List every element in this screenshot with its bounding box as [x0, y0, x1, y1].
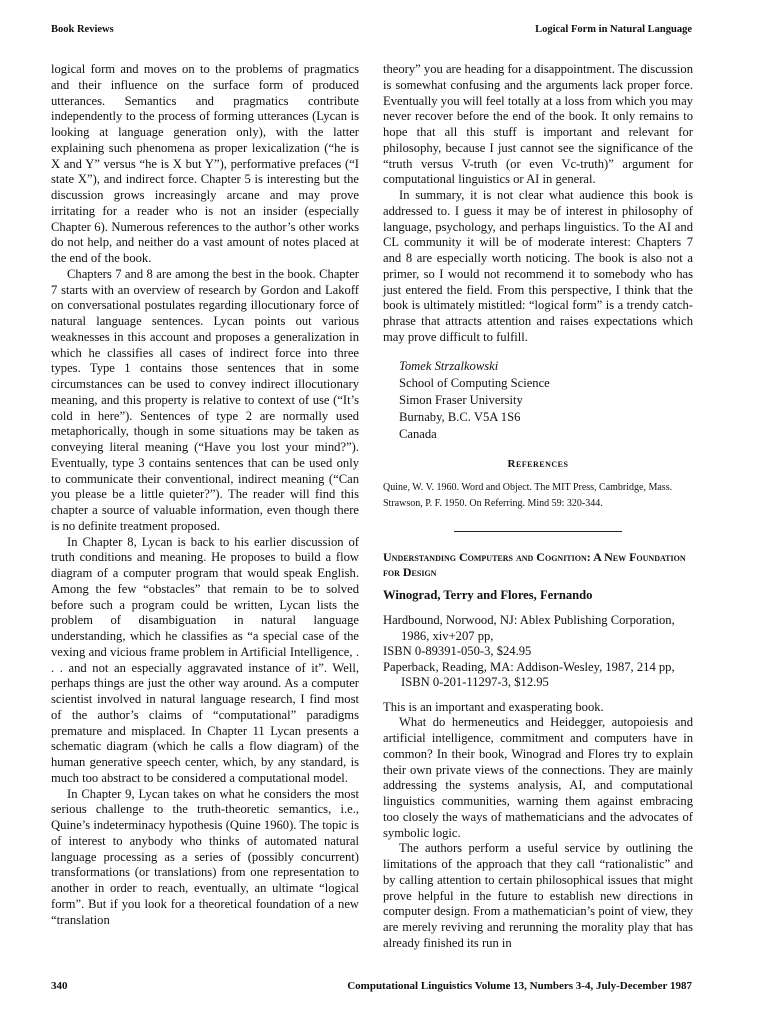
paragraph: What do hermeneutics and Heidegger, autopoiesis and artificial intelligence, commitment and computers have in common? In their book, Winograd and Flores try to explain their own private views of the connections. They are mainly addressing the systems analysis, AI, and computational linguistics communities, warning them against embracing too closely the ways of mathematicians and the advocates of symbolic logic. [383, 715, 693, 840]
reviewer-department: School of Computing Science [399, 375, 550, 390]
paragraph: logical form and moves on to the problems of pragmatics and their influence on the surface form of produced utterances. Semantics and pragmatics contribute independently to the process of forming utterances (Lycan is looking at language generation only), with the latter explaining such phenomena as proper lexicalization (“he is X and Y” versus “he is X but Y”), performative prefaces (“I state X”), and indirect force. Chapter 5 is interesting but the discussion grows increasingly arcane and may prove irritating for a reader who is not an insider (especially Chapter 6). Numerous references to the author’s other works do not help, and neither do a vast amount of notes placed at the end of the book. [51, 62, 359, 265]
right-column [383, 62, 693, 952]
reviewer-signature [399, 358, 693, 443]
reviewer-name: Tomek Strzalkowski [399, 358, 499, 373]
references-heading: References [507, 457, 569, 470]
paragraph: Chapters 7 and 8 are among the best in the book. Chapter 7 starts with an overview of research by Gordon and Lakoff on conversational postulates regarding illocutionary force of natural language sentences. Lycan points out various weaknesses in this account and proposes a generalization in which he classifies all cases of indirect force into three types. Type 1 contains those sentences that in some circumstances can be used to convey indirect illocutionary meaning, and this property is relative to context of use (“It’s cold in here”). Sentences of type 2 are normally used metaphorically, though in some situations may be taken as conveying literal meaning (“Have you lost your mind?”). Eventually, type 3 contains sentences that can be used only to communicate their conventional, indirect meaning (“Can you please be a little quieter?”). The reader will find this chapter a source of valuable information, even though there is no definite treatment proposed. [51, 266, 359, 533]
paragraph: In summary, it is not clear what audience this book is addressed to. I guess it may be of interest in philosophy of language, psychology, and perhaps linguistics. To the AI and CL community it will be of moderate interest: Chapters 7 and 8 are especially worth noticing. The book is also not a primer, so I would not recommend it to somebody who has just entered the field. From this perspective, I think that the book is ultimately mistitled: “logical form” is a trendy catch-phrase that attracts attention and raises expectations which may prove difficult to fulfill. [383, 188, 693, 344]
reference-entry: Quine, W. V. 1960. Word and Object. The MIT Press, Cambridge, Mass. [383, 482, 673, 494]
page-number: 340 [51, 980, 68, 992]
paragraph: This is an important and exasperating book. [383, 699, 604, 714]
publication-details [383, 613, 693, 691]
publication-line: Hardbound, Norwood, NJ: Ablex Publishing Corporation, 1986, xiv+207 pp, [383, 613, 675, 643]
paragraph: theory” you are heading for a disappointment. The discussion is somewhat confusing and the arguments lack proper force. Eventually you will feel totally at a loss from which you may never recover before the end of the book. It only remains to hope that all this stuff is important and relevant for philosophy, because I just cannot see the significance of the “truth versus V-truth (or even Vc-truth)” argument for computational linguistics or AI in general. [383, 62, 693, 187]
running-header-left: Book Reviews [51, 24, 114, 35]
paragraph: In Chapter 9, Lycan takes on what he considers the most serious challenge to the truth-theoretic semantics, i.e., Quine’s indeterminacy hypothesis (Quine 1960). The topic is of interest to anybody who thinks of automated natural language processing as a series of (possibly concurrent) transformations (or translations) from one representation to another in order to reach, eventually, an ultimate “logical form”. But if you look for a theoretical foundation of a new “translation [51, 786, 359, 927]
running-header-right: Logical Form in Natural Language [535, 24, 692, 35]
publication-line: ISBN 0-89391-050-3, $24.95 [383, 644, 532, 658]
book-authors: Winograd, Terry and Flores, Fernando [383, 588, 593, 603]
reference-entry: Strawson, P. F. 1950. On Referring. Mind 59: 320-344. [383, 498, 603, 510]
reviewer-university: Simon Fraser University [399, 392, 523, 407]
book-title: Understanding Computers and Cognition: A New Foundation for Design [383, 550, 686, 580]
section-divider [454, 531, 622, 532]
reviewer-country: Canada [399, 426, 437, 441]
reviewer-address: Burnaby, B.C. V5A 1S6 [399, 409, 521, 424]
journal-footer: Computational Linguistics Volume 13, Numbers 3-4, July-December 1987 [347, 980, 692, 992]
publication-line: Paperback, Reading, MA: Addison-Wesley, 1987, 214 pp, ISBN 0-201-11297-3, $12.95 [383, 659, 675, 689]
paragraph: In Chapter 8, Lycan is back to his earlier discussion of truth conditions and meaning. He proposes to build a flow diagram of a computer program that would speak English. Among the few “obstacles” that remain to be to solved before such a program could be written, Lycan lists the problem of disambiguation in natural language understanding, which he classifies as “a special case of the vexing and vicious frame problem in Artificial Intelligence, . . . and not an especially aggravated instance of it”. Well, perhaps things are just the other way around. As a computer scientist involved in natural language research, I find most of the author’s claims of “computational” paradigms premature and misplaced. In Chapter 11 Lycan presents a schematic diagram (which he calls a flow diagram) of the human generative speech center, which, by any standard, is much too abstract to be considered a computational model. [51, 534, 359, 785]
left-column [51, 62, 359, 928]
paragraph: The authors perform a useful service by outlining the limitations of the approach that they call “rationalistic” and by calling attention to certain philosophical issues that might prove helpful in the future to establish new directions in computer design. From a mathematician’s point of view, they are merely reviving and rerunning the morality play that has already finished its run in [383, 841, 693, 950]
